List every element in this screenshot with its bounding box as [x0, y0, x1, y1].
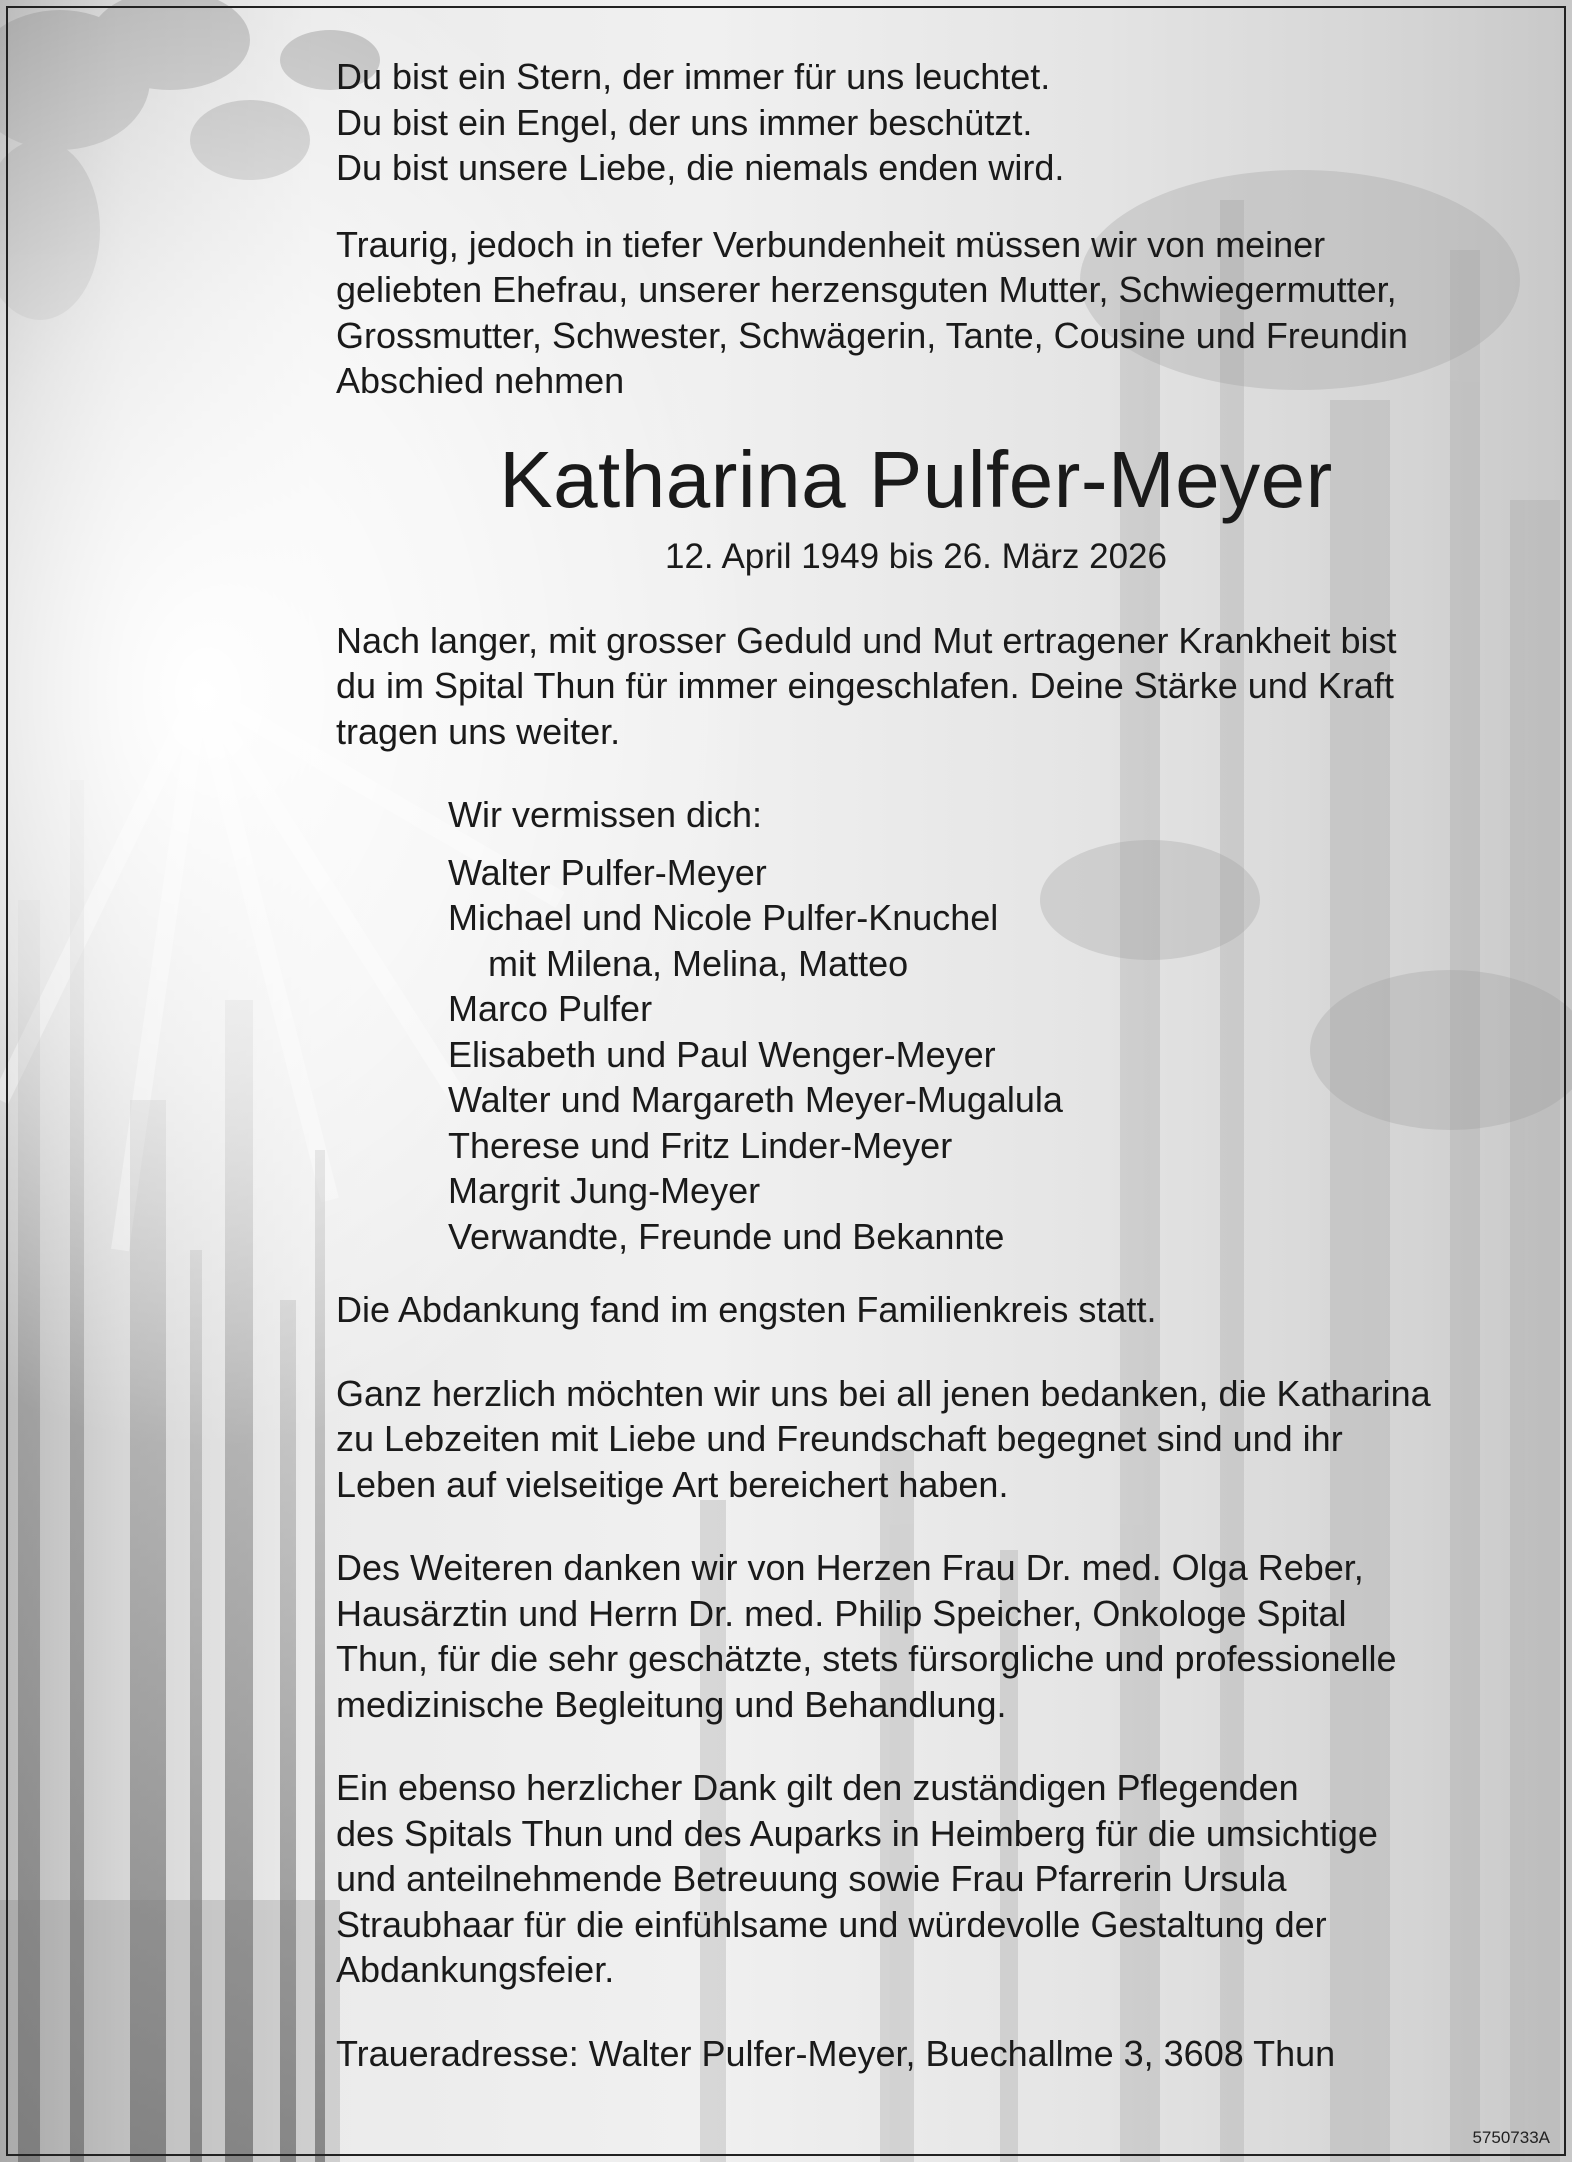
mourner-name: Margrit Jung-Meyer — [448, 1170, 761, 1211]
passing-line: Nach langer, mit grosser Geduld und Mut ertragener Krankheit bist — [336, 619, 1397, 661]
mourners-heading: Wir vermissen dich: — [448, 794, 763, 835]
mourner-name: Walter Pulfer-Meyer — [448, 851, 767, 893]
address-line: Traueradresse: Walter Pulfer-Meyer, Buechallme 3, 3608 Thun — [336, 2032, 1336, 2074]
thanks-line: des Spitals Thun und des Auparks in Heimberg für die umsichtige — [336, 1812, 1378, 1854]
life-dates: 12. April 1949 bis 26. März 2026 — [665, 536, 1167, 576]
thanks-paragraph-3 — [336, 1765, 1516, 1993]
thanks-line: Ein ebenso herzlicher Dank gilt den zuständigen Pflegenden — [336, 1767, 1299, 1808]
thanks-line: Des Weiteren danken wir von Herzen Frau Dr. med. Olga Reber, — [336, 1547, 1364, 1588]
mourner-name: Marco Pulfer — [448, 988, 653, 1029]
poem — [336, 54, 1516, 191]
passing-line: tragen uns weiter. — [336, 710, 621, 752]
thanks-line: Thun, für die sehr geschätzte, stets fürsorgliche und professionelle — [336, 1638, 1397, 1679]
thanks-line: Ganz herzlich möchten wir uns bei all jenen bedanken, die Katharina — [336, 1372, 1431, 1414]
mourner-name: Therese und Fritz Linder-Meyer — [448, 1124, 953, 1166]
mourner-name: Michael und Nicole Pulfer-Knuchel — [448, 897, 999, 938]
mourner-name: Walter und Margareth Meyer-Mugalula — [448, 1079, 1063, 1120]
thanks-line: Hausärztin und Herrn Dr. med. Philip Speicher, Onkologe Spital — [336, 1592, 1347, 1634]
poem-line: Du bist ein Stern, der immer für uns leuchtet. — [336, 56, 1051, 97]
mourners-list — [448, 792, 1516, 1259]
thanks-line: medizinische Begleitung und Behandlung. — [336, 1683, 1007, 1725]
mourner-name: mit Milena, Melina, Matteo — [488, 942, 909, 984]
poem-line: Du bist ein Engel, der uns immer beschützt. — [336, 101, 1033, 143]
passing-text — [336, 618, 1516, 755]
deceased-name: Katharina Pulfer-Meyer — [499, 434, 1333, 524]
intro-line: Grossmutter, Schwester, Schwägerin, Tante, Cousine und Freundin — [336, 314, 1408, 356]
thanks-line: Straubhaar für die einfühlsame und würdevolle Gestaltung der — [336, 1903, 1327, 1945]
mourner-name: Verwandte, Freunde und Bekannte — [448, 1215, 1005, 1257]
mourner-name: Elisabeth und Paul Wenger-Meyer — [448, 1033, 996, 1075]
thanks-paragraph-1 — [336, 1371, 1516, 1508]
thanks-line: Leben auf vielseitige Art bereichert haben. — [336, 1463, 1009, 1505]
intro-line: Traurig, jedoch in tiefer Verbundenheit müssen wir von meiner — [336, 223, 1326, 265]
thanks-line: und anteilnehmende Betreuung sowie Frau Pfarrerin Ursula — [336, 1858, 1287, 1899]
thanks-line: Abdankungsfeier. — [336, 1949, 615, 1990]
ad-reference-number: 5750733A — [1472, 2128, 1550, 2147]
poem-line: Du bist unsere Liebe, die niemals enden wird. — [336, 147, 1065, 188]
funeral-line: Die Abdankung fand im engsten Familienkreis statt. — [336, 1289, 1157, 1330]
thanks-line: zu Lebzeiten mit Liebe und Freundschaft begegnet sind und ihr — [336, 1418, 1343, 1459]
notice-content — [336, 54, 1516, 2076]
funeral-note — [336, 1287, 1516, 1333]
thanks-paragraph-2 — [336, 1545, 1516, 1727]
mourning-address — [336, 2031, 1516, 2077]
intro-line: geliebten Ehefrau, unserer herzensguten Mutter, Schwiegermutter, — [336, 269, 1397, 310]
intro-text — [336, 222, 1516, 404]
intro-line: Abschied nehmen — [336, 360, 625, 401]
passing-line: du im Spital Thun für immer eingeschlafen. Deine Stärke und Kraft — [336, 665, 1394, 706]
